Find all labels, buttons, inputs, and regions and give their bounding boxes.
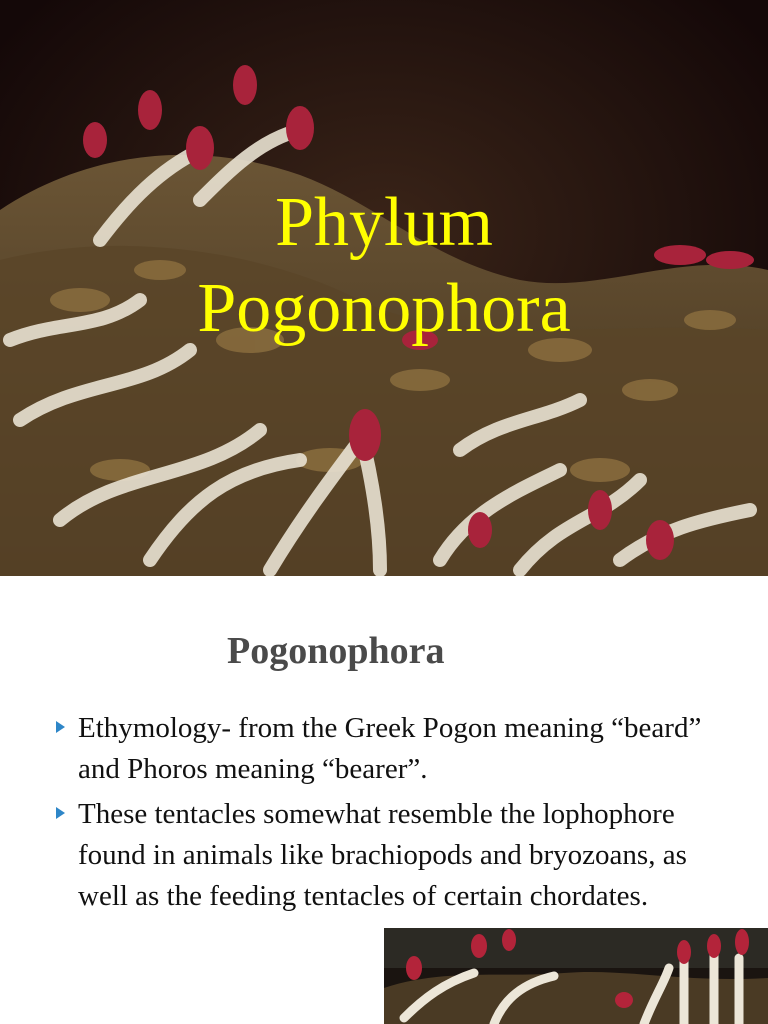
title-line-2: Pogonophora	[197, 270, 571, 347]
slide-title	[0, 180, 768, 352]
bullet-arrow-icon	[56, 807, 65, 819]
bullet-text: These tentacles somewhat resemble the lophophore found in animals like brachiopods and bryozoans, as well as the feeding tentacles of certain chordates.	[78, 798, 687, 912]
bullet-arrow-icon	[56, 721, 65, 733]
bullet-list	[52, 708, 742, 921]
bullet-text: Ethymology- from the Greek Pogon meaning “beard” and Phoros meaning “bearer”.	[78, 712, 702, 785]
slide-heading: Pogonophora	[227, 630, 445, 672]
bullet-item	[52, 794, 742, 917]
bullet-item	[52, 708, 742, 790]
title-line-1: Phylum	[275, 184, 493, 261]
text-slide	[0, 576, 768, 1024]
tube-worm-thumbnail-photo	[384, 928, 768, 1024]
